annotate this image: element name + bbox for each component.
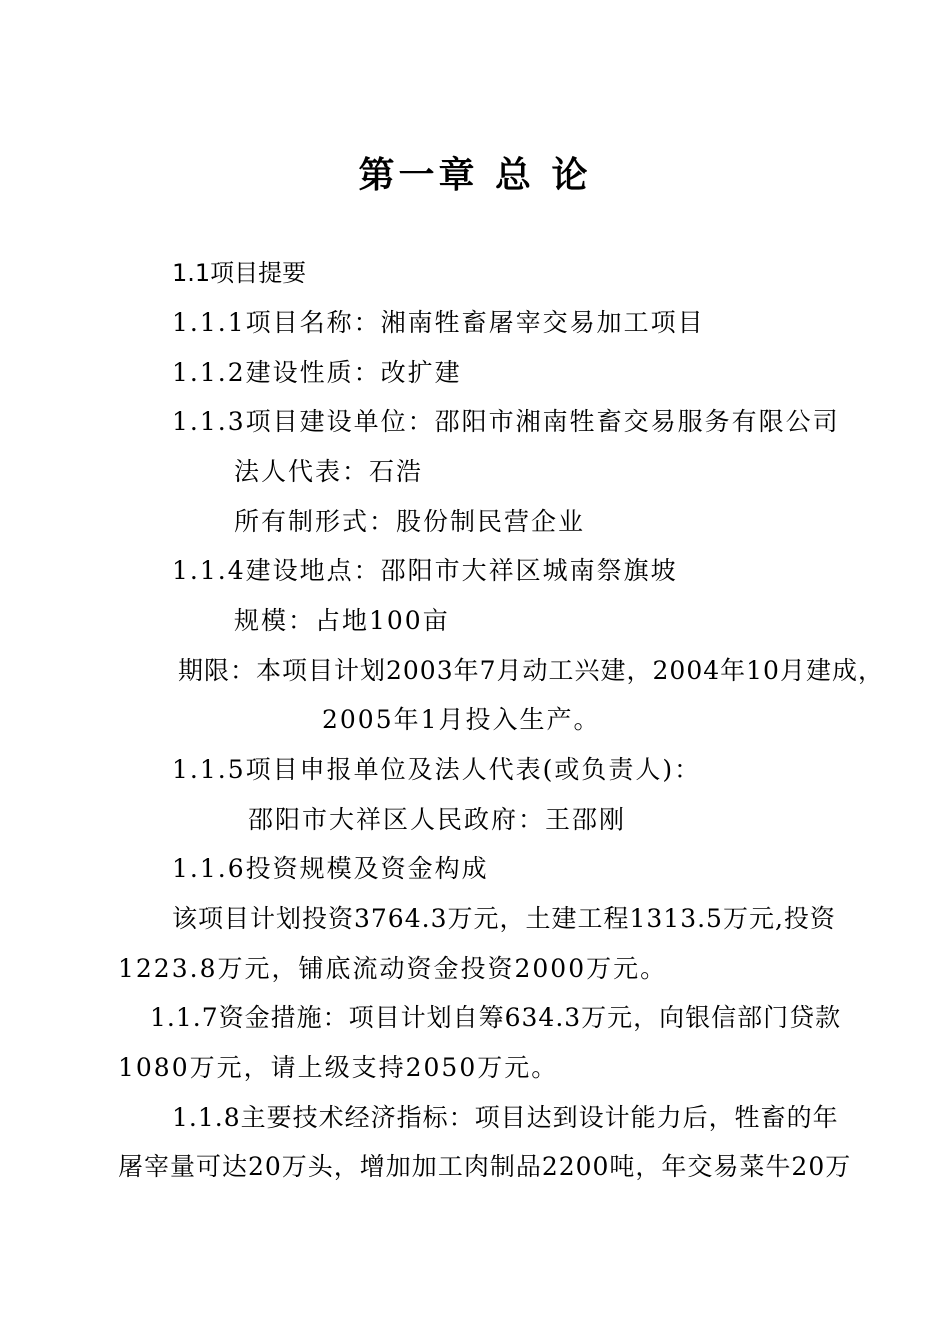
item-applicant-detail: 邵阳市大祥区人民政府：王邵刚: [248, 805, 627, 834]
chapter-title: 第一章 总 论: [358, 154, 592, 196]
paragraph-funding: 1.1.7资金措施：项目计划自筹634.3万元，向银信部门贷款: [150, 1003, 842, 1032]
item-construction-site: 1.1.4建设地点：邵阳市大祥区城南祭旗坡: [172, 556, 678, 585]
item-investment-heading: 1.1.6投资规模及资金构成: [172, 854, 489, 883]
item-construction-unit: 1.1.3项目建设单位：邵阳市湘南牲畜交易服务有限公司: [172, 407, 840, 436]
item-legal-representative: 法人代表：石浩: [234, 457, 424, 486]
item-scale: 规模：占地100亩: [234, 606, 450, 635]
paragraph-investment: 该项目计划投资3764.3万元，土建工程1313.5万元,投资: [172, 904, 836, 933]
item-applicant: 1.1.5项目申报单位及法人代表(或负责人)：: [172, 755, 702, 784]
paragraph-investment-cont: 1223.8万元，铺底流动资金投资2000万元。: [118, 954, 668, 983]
item-schedule-cont: 2005年1月投入生产。: [322, 705, 601, 734]
item-construction-type: 1.1.2建设性质：改扩建: [172, 358, 462, 387]
item-schedule: 期限：本项目计划2003年7月动工兴建，2004年10月建成，: [178, 656, 884, 685]
section-heading: 1.1项目提要: [172, 259, 307, 287]
paragraph-indicators: 1.1.8主要技术经济指标：项目达到设计能力后，牲畜的年: [172, 1103, 839, 1132]
item-ownership-form: 所有制形式：股份制民营企业: [234, 507, 586, 536]
paragraph-indicators-cont: 屠宰量可达20万头，增加加工肉制品2200吨，年交易菜牛20万: [118, 1152, 852, 1181]
item-project-name: 1.1.1项目名称：湘南牲畜屠宰交易加工项目: [172, 308, 705, 337]
paragraph-funding-cont: 1080万元，请上级支持2050万元。: [118, 1053, 559, 1082]
